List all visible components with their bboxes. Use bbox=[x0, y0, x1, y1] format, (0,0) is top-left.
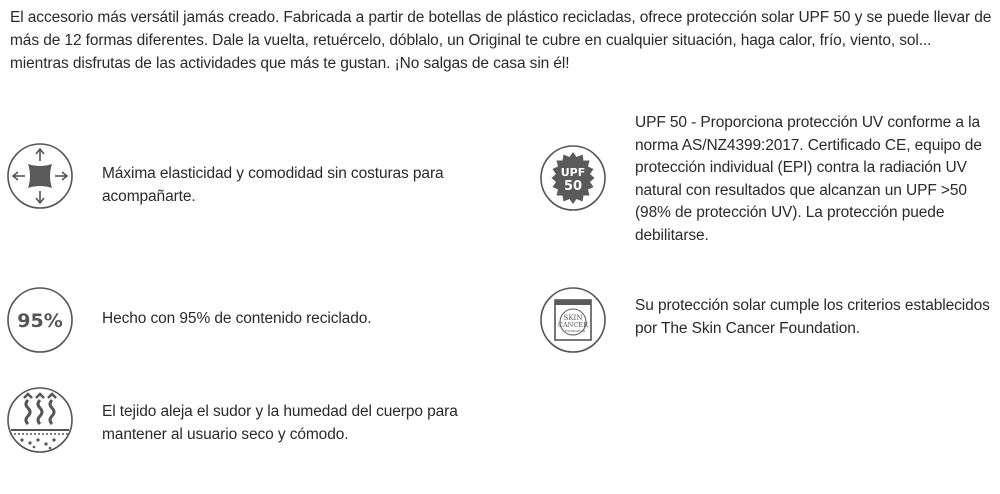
stretch-arrows-icon bbox=[6, 142, 74, 210]
svg-text:CANCER: CANCER bbox=[558, 321, 588, 329]
svg-text:FOUNDATION: FOUNDATION bbox=[565, 329, 585, 333]
feature-recycled-text: Hecho con 95% de contenido reciclado. bbox=[102, 310, 372, 327]
product-description: El accesorio más versátil jamás creado. Fabricada a partir de botellas de plástico recicladas, ofrece protección solar UPF 50 y se puede llevar de más de 12 formas diferentes. Dale la vuelta, retuércelo, dóblalo, un Original te cubre en cualquier situación, haga calor, frío, viento, sol... mientras disfrutas de las actividades que más te gustan. ¡No salgas de casa sin él! bbox=[10, 9, 992, 72]
upf-seal-label: UPF bbox=[560, 166, 586, 179]
percent-95-label: 95% bbox=[17, 310, 63, 332]
feature-moisture-text: El tejido aleja el sudor y la humedad del cuerpo para mantener al usuario seco y cómodo. bbox=[102, 403, 458, 443]
upf-50-seal-icon bbox=[539, 144, 607, 212]
skin-cancer-foundation-icon bbox=[539, 286, 607, 354]
upf-seal-value: 50 bbox=[563, 179, 583, 194]
feature-elasticity-text: Máxima elasticidad y comodidad sin costuras para acompañarte. bbox=[102, 165, 444, 205]
percent-95-icon bbox=[6, 286, 74, 354]
feature-skin-cancer-text: Su protección solar cumple los criterios establecidos por The Skin Cancer Foundation. bbox=[635, 297, 990, 337]
feature-upf-text: UPF 50 - Proporciona protección UV conforme a la norma AS/NZ4399:2017. Certificado CE, equipo de protección individual (EPI) contra la radiación UV natural con resultados que alcanzan un UPF >50 (98% de protección UV). La protección puede debilitarse. bbox=[635, 114, 982, 244]
svg-text:SKIN: SKIN bbox=[563, 314, 583, 322]
moisture-wicking-icon bbox=[6, 386, 74, 454]
